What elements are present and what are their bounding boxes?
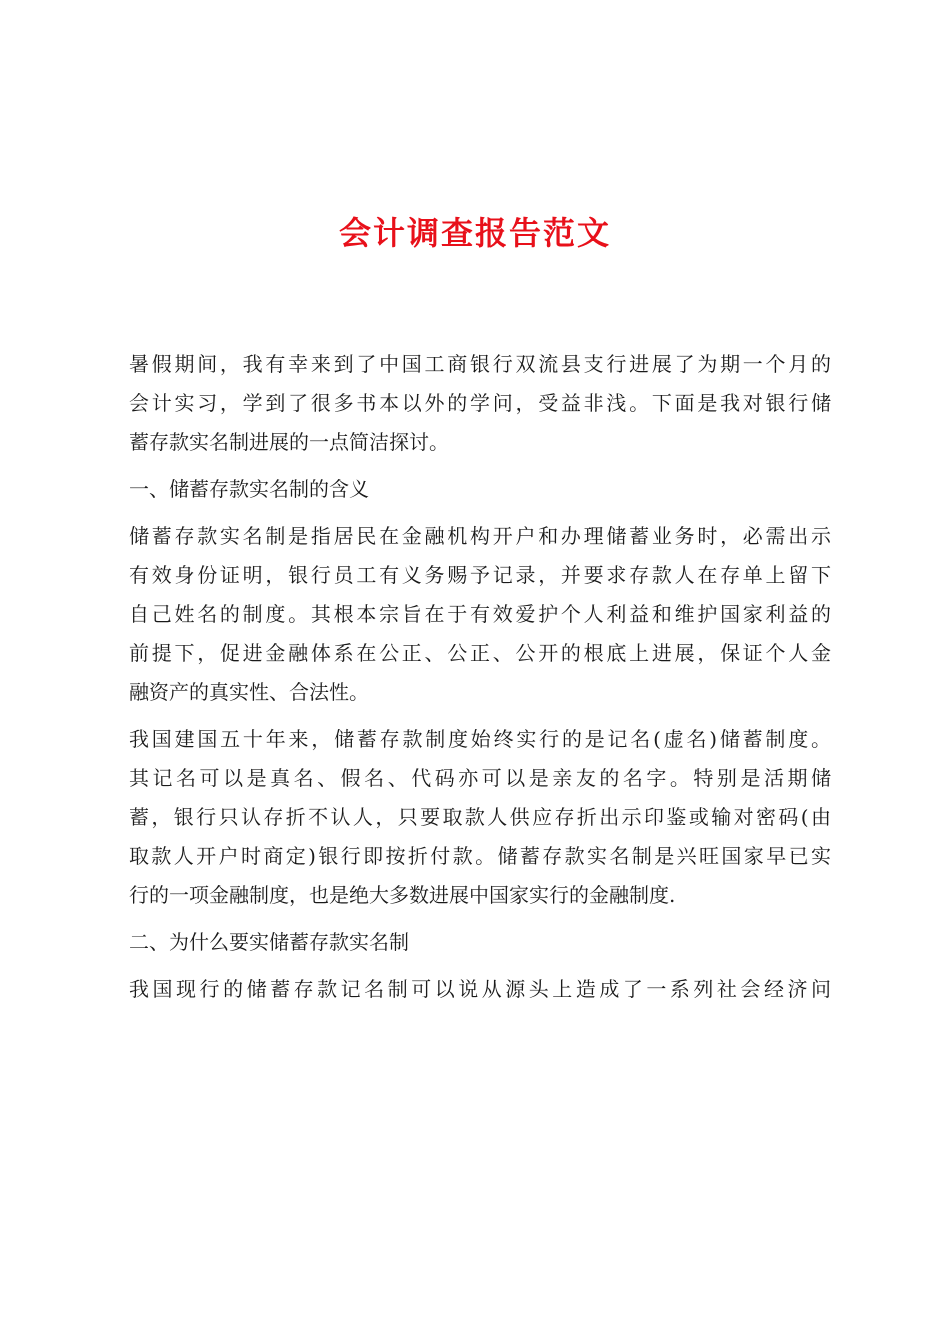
section-heading-text: 二、为什么要实储蓄存款实名制 [129,930,409,954]
text-line: 会计实习，学到了很多书本以外的学问，受益非浅。下面是我对银行储 [129,391,831,415]
text-line: 储蓄存款实名制是指居民在金融机构开户和办理储蓄业务时，必需出示 [129,524,831,548]
text-line: 暑假期间，我有幸来到了中国工商银行双流县支行进展了为期一个月的 [129,352,831,376]
text-line: 自己姓名的制度。其根本宗旨在于有效爱护个人利益和维护国家利益的 [129,602,831,626]
text-line: 融资产的真实性、合法性。 [129,680,369,704]
text-line: 其记名可以是真名、假名、代码亦可以是亲友的名字。特别是活期储 [129,766,831,790]
history-paragraph [129,720,831,915]
section-heading-1 [129,470,831,509]
text-line: 我国现行的储蓄存款记名制可以说从源头上造成了一系列社会经济问 [129,977,831,1001]
text-line: 蓄存款实名制进展的一点简洁探讨。 [129,430,449,454]
definition-paragraph [129,517,831,712]
document-title: 会计调查报告范文 [338,214,611,252]
text-line: 蓄，银行只认存折不认人，只要取款人供应存折出示印鉴或输对密码(由 [129,805,831,829]
document-body [129,345,831,1009]
text-line: 行的一项金融制度，也是绝大多数进展中国家实行的金融制度. [129,883,676,907]
closing-paragraph [129,970,831,1009]
text-line: 前提下，促进金融体系在公正、公正、公开的根底上进展，保证个人金 [129,641,831,665]
intro-paragraph [129,345,831,462]
text-line: 我国建国五十年来，储蓄存款制度始终实行的是记名(虚名)储蓄制度。 [129,727,831,751]
text-line: 取款人开户时商定)银行即按折付款。储蓄存款实名制是兴旺国家早已实 [129,844,831,868]
section-heading-2 [129,923,831,962]
section-heading-text: 一、储蓄存款实名制的含义 [129,477,369,501]
text-line: 有效身份证明，银行员工有义务赐予记录，并要求存款人在存单上留下 [129,563,831,587]
